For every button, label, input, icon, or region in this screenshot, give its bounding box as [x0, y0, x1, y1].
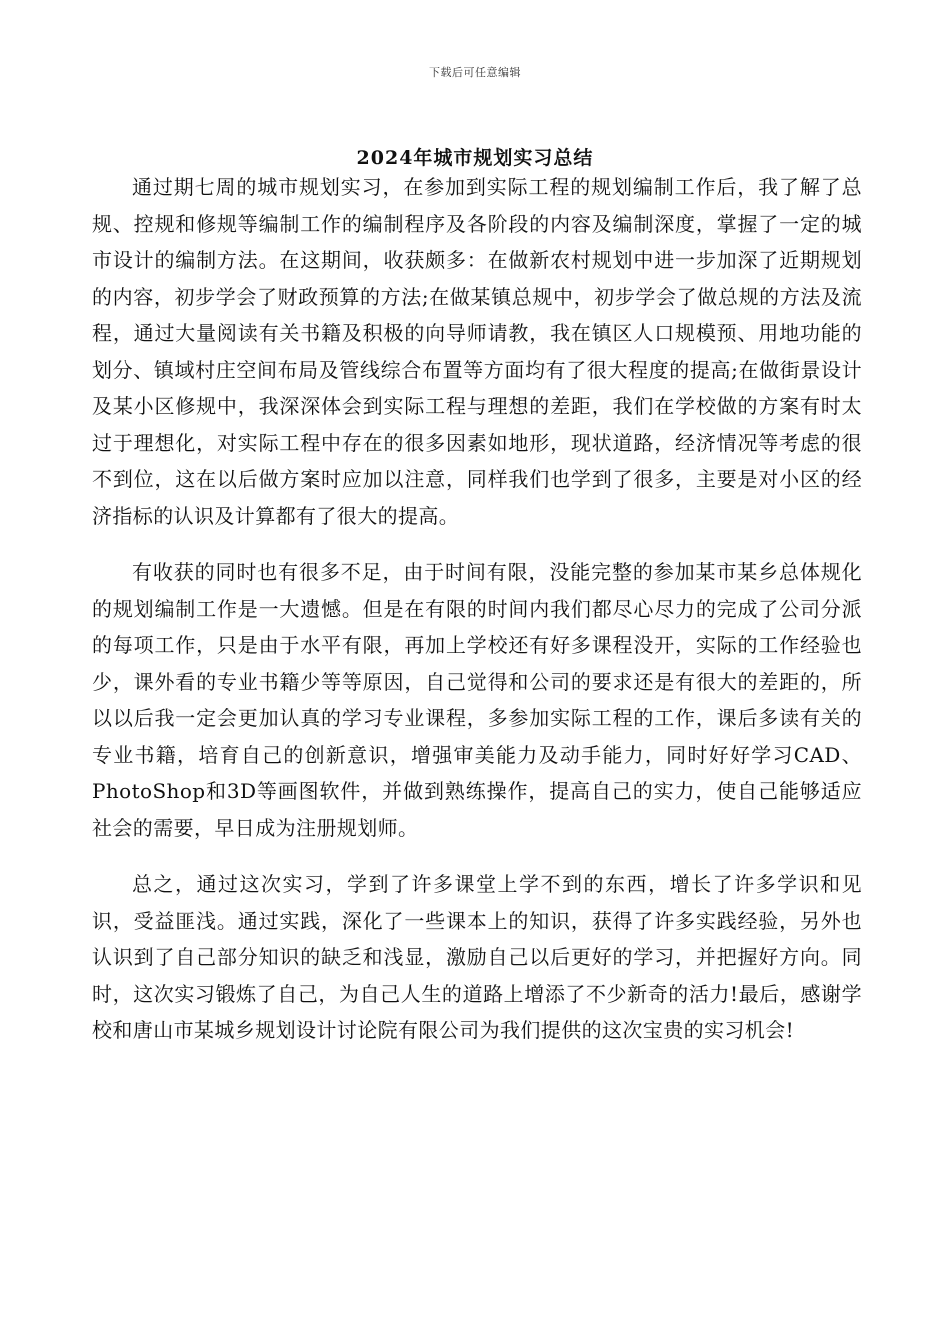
document-title: 2024年城市规划实习总结 — [356, 147, 594, 169]
header-note: 下载后可任意编辑 — [429, 66, 521, 79]
document-body — [92, 169, 862, 1069]
paragraph-1: 通过期七周的城市规划实习，在参加到实际工程的规划编制工作后，我了解了总规、控规和修规等编制工作的编制程序及各阶段的内容及编制深度，掌握了一定的城市设计的编制方法。在这期间，收获颇多：在做新农村规划中进一步加深了近期规划的内容，初步学会了财政预算的方法;在做某镇总规中，初步学会了做总规的方法及流程，通过大量阅读有关书籍及积极的向导师请教，我在镇区人口规模预、用地功能的划分、镇域村庄空间布局及管线综合布置等方面均有了很大程度的提高;在做街景设计及某小区修规中，我深深体会到实际工程与理想的差距，我们在学校做的方案有时太过于理想化，对实际工程中存在的很多因素如地形，现状道路，经济情况等考虑的很不到位，这在以后做方案时应加以注意，同样我们也学到了很多，主要是对小区的经济指标的认识及计算都有了很大的提高。 — [92, 175, 862, 528]
paragraph-2: 有收获的同时也有很多不足，由于时间有限，没能完整的参加某市某乡总体规化的规划编制工作是一大遗憾。但是在有限的时间内我们都尽心尽力的完成了公司分派的每项工作，只是由于水平有限，再加上学校还有好多课程没开，实际的工作经验也少，课外看的专业书籍少等等原因，自己觉得和公司的要求还是有很大的差距的，所以以后我一定会更加认真的学习专业课程，多参加实际工程的工作，课后多读有关的专业书籍，培育自己的创新意识，增强审美能力及动手能力，同时好好学习CAD、PhotoShop和3D等画图软件，并做到熟练操作，提高自己的实力，使自己能够适应社会的需要，早日成为注册规划师。 — [92, 560, 862, 840]
paragraph-3: 总之，通过这次实习，学到了许多课堂上学不到的东西，增长了许多学识和见识，受益匪浅。通过实践，深化了一些课本上的知识，获得了许多实践经验，另外也认识到了自己部分知识的缺乏和浅显，激励自己以后更好的学习，并把握好方向。同时，这次实习锻炼了自己，为自己人生的道路上增添了不少新奇的活力!最后，感谢学校和唐山市某城乡规划设计讨论院有限公司为我们提供的这次宝贵的实习机会! — [92, 872, 862, 1042]
